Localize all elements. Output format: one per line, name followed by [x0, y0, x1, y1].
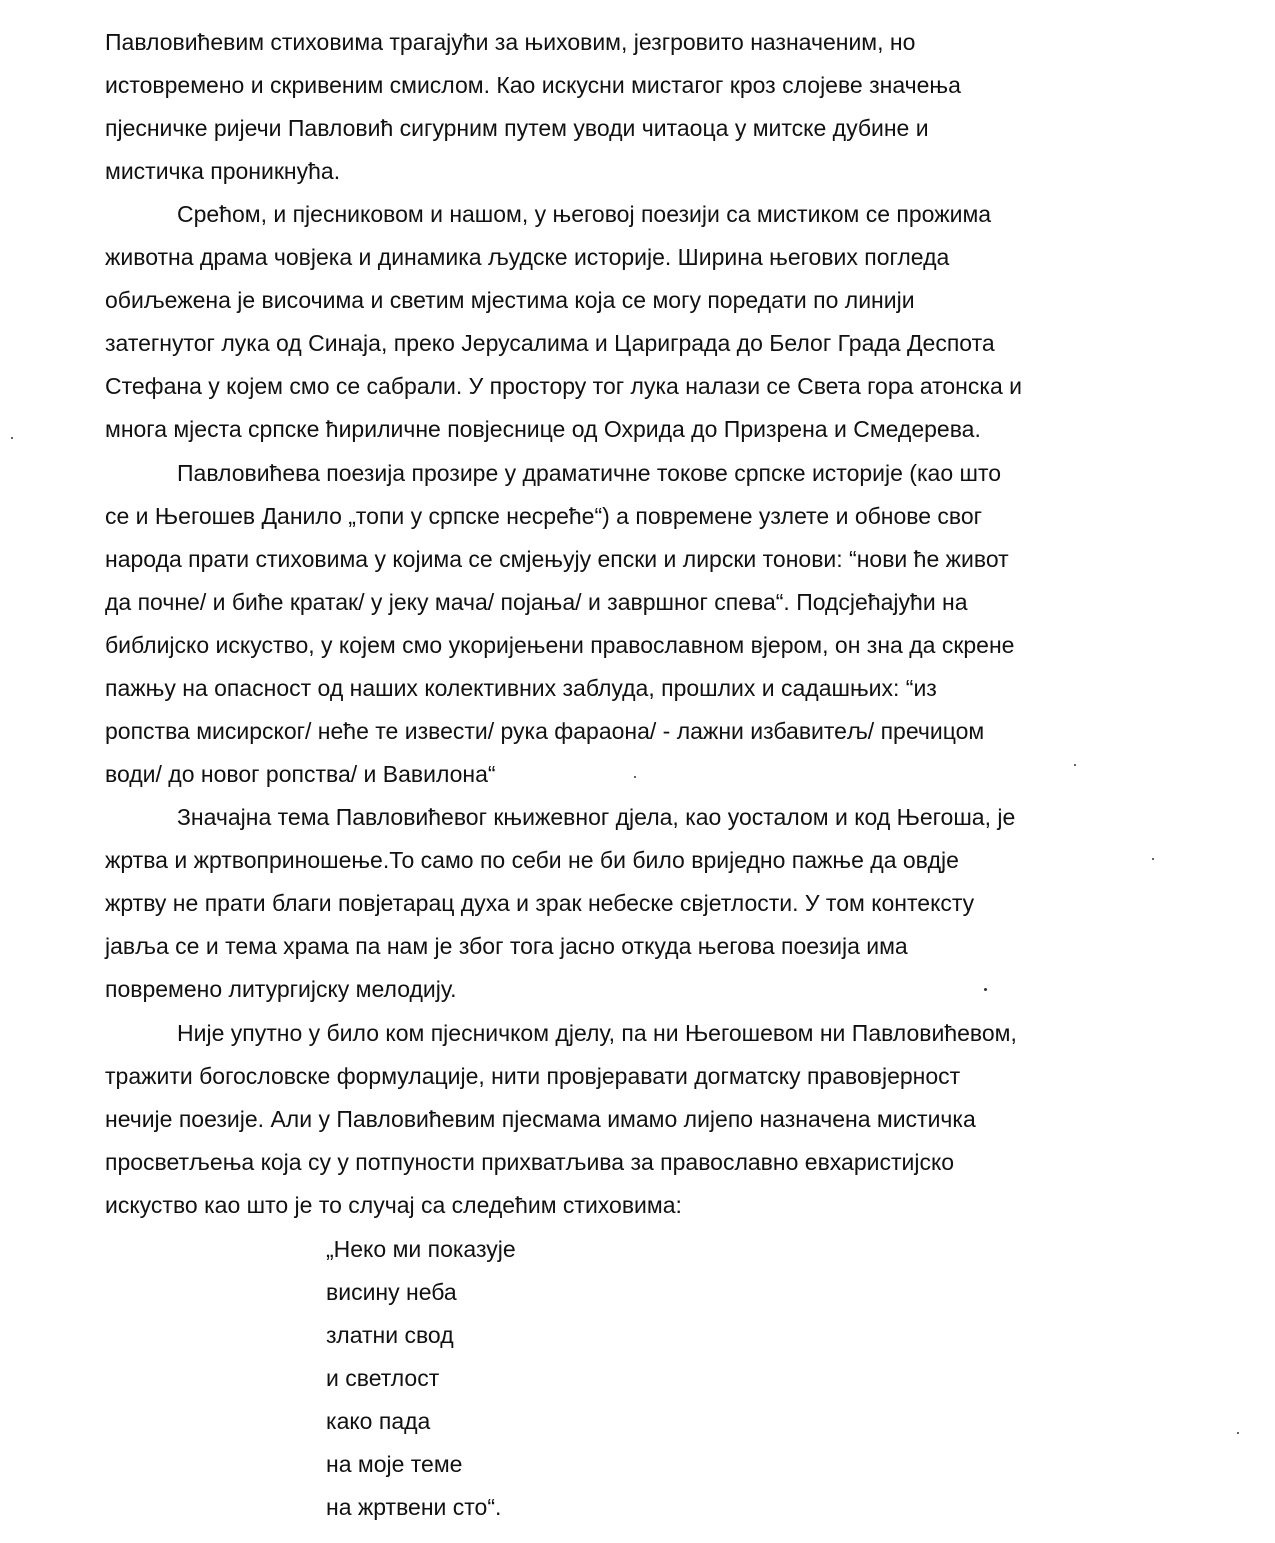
- text-line: животна драма човјека и динамика људске историје. Ширина његових погледа: [105, 244, 950, 270]
- scan-speck: [634, 776, 636, 778]
- scan-speck: [1237, 1432, 1239, 1434]
- text-line: се и Његошев Данило „топи у српске несреће“) а повремене узлете и обнове свог: [105, 503, 983, 529]
- text-line: јавља се и тема храма па нам је због тога јасно откуда његова поезија има: [105, 933, 908, 959]
- text-line: многа мјеста српске ћириличне повјеснице од Охрида до Призрена и Смедерева.: [105, 416, 981, 442]
- scan-speck: [1152, 858, 1154, 860]
- poem-line: како пада: [326, 1408, 431, 1434]
- text-line: Павловићева поезија прозире у драматичне токове српске историје (као што: [177, 460, 1002, 486]
- text-line: просветљења која су у потпуности прихватљива за православно евхаристијско: [105, 1149, 955, 1175]
- text-line: тражити богословске формулације, нити провјеравати догматску правовјерност: [105, 1063, 961, 1089]
- text-line: пажњу на опасност од наших колективних заблуда, прошлих и садашњих: “из: [105, 675, 937, 701]
- text-line: Срећом, и пјесниковом и нашом, у његовој поезији са мистиком се прожима: [177, 201, 992, 227]
- text-line: Значајна тема Павловићевог књижевног дјела, као уосталом и код Његоша, је: [177, 804, 1016, 830]
- poem-line: „Неко ми показује: [326, 1236, 516, 1262]
- poem-line: на жртвени сто“.: [326, 1494, 502, 1520]
- text-line: искуство као што је то случај са следећим стиховима:: [105, 1192, 682, 1218]
- poem-line: и светлост: [326, 1365, 440, 1391]
- scan-speck: [1074, 764, 1076, 766]
- text-line: Павловићевим стиховима трагајући за њиховим, језгровито назначеним, но: [105, 29, 916, 55]
- text-line: затегнутог лука од Синаја, преко Јерусалима и Цариграда до Белог Града Деспота: [105, 330, 995, 356]
- text-line: истовремено и скривеним смислом. Као искусни мистагог кроз слојеве значења: [105, 72, 961, 98]
- text-line: Није упутно у било ком пјесничком дјелу, па ни Његошевом ни Павловићевом,: [177, 1020, 1017, 1046]
- text-line: обиљежена је височима и светим мјестима која се могу поредати по линији: [105, 287, 915, 313]
- text-line: пјесничке ријечи Павловић сигурним путем уводи читаоца у митске дубине и: [105, 115, 929, 141]
- poem-line: на моје теме: [326, 1451, 463, 1477]
- text-line: жртву не прати благи повјетарац духа и зрак небеске свјетлости. У том контексту: [105, 890, 975, 916]
- text-line: Стефана у којем смо се сабрали. У простору тог лука налази се Света гора атонска и: [105, 373, 1022, 399]
- text-line: ропства мисирског/ неће те извести/ рука фараона/ - лажни избавитељ/ пречицом: [105, 718, 985, 744]
- text-line: да почне/ и биће кратак/ у јеку мача/ појања/ и завршног спева“. Подсјећајући на: [105, 589, 968, 615]
- text-line: библијско искуство, у којем смо укоријењени православном вјером, он зна да скрене: [105, 632, 1015, 658]
- poem-line: висину неба: [326, 1279, 457, 1305]
- text-line: нечије поезије. Али у Павловићевим пјесмама имамо лијепо назначена мистичка: [105, 1106, 976, 1132]
- text-line: повремено литургијску мелодију.: [105, 976, 457, 1002]
- text-line: народа прати стиховима у којима се смјењују епски и лирски тонови: “нови ће живот: [105, 546, 1009, 572]
- text-line: води/ до новог ропства/ и Вавилона“: [105, 761, 496, 787]
- text-line: мистичка проникнућа.: [105, 158, 341, 184]
- poem-line: златни свод: [326, 1322, 454, 1348]
- scan-speck: [984, 988, 987, 991]
- text-line: жртва и жртвоприношење.То само по себи не би било вриједно пажње да овдје: [105, 847, 959, 873]
- scan-speck: [11, 437, 13, 439]
